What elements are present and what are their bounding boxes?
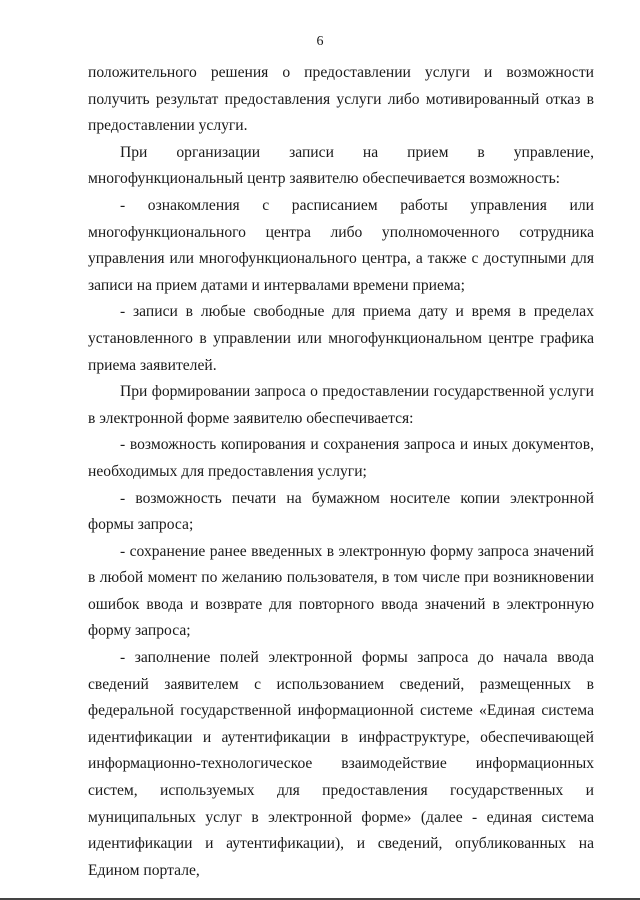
list-item-save: - сохранение ранее введенных в электронную форму запроса значений в любой момент по желанию пользователя, в том числе при возникновении ошибок ввода и возврате для повторного ввода значений в электронную форму запроса; (88, 542, 594, 640)
paragraph-request-intro: При формировании запроса о предоставлении государственной услуги в электронной форме заявителю обеспечивается: (88, 383, 594, 427)
list-item-booking: - записи в любые свободные для приема дату и время в пределах установленного в управлении или многофункциональном центре графика приема заявителей. (88, 303, 594, 374)
list-item-copy: - возможность копирования и сохранения запроса и иных документов, необходимых для предоставления услуги; (88, 436, 594, 480)
paragraph-appointment-intro: При организации записи на прием в управление, многофункциональный центр заявителю обеспечивается возможность: (88, 143, 594, 188)
document-body (88, 60, 594, 884)
page-number: 6 (316, 34, 324, 49)
paragraph-continuation: положительного решения о предоставлении услуги и возможности получить результат предоставления услуги либо мотивированный отказ в предоставлении услуги. (88, 64, 594, 135)
list-item-print: - возможность печати на бумажном носителе копии электронной формы запроса; (88, 489, 594, 534)
list-item-autofill: - заполнение полей электронной формы запроса до начала ввода сведений заявителем с использованием сведений, размещенных в федеральной государственной информационной системе «Единая система идентификации и аутентификации в инфраструктуре, обеспечивающей информационно-технологическое взаимодействие информационных систем, используемых для предоставления государственных и муниципальных услуг в электронной форме» (далее - единая система идентификации и аутентификации), и сведений, опубликованных на Едином портале, (88, 649, 594, 879)
list-item-schedule: - ознакомления с расписанием работы управления или многофункционального центра либо уполномоченного сотрудника управления или многофункционального центра, а также с доступными для записи на прием датами и интервалами времени приема; (88, 196, 594, 294)
